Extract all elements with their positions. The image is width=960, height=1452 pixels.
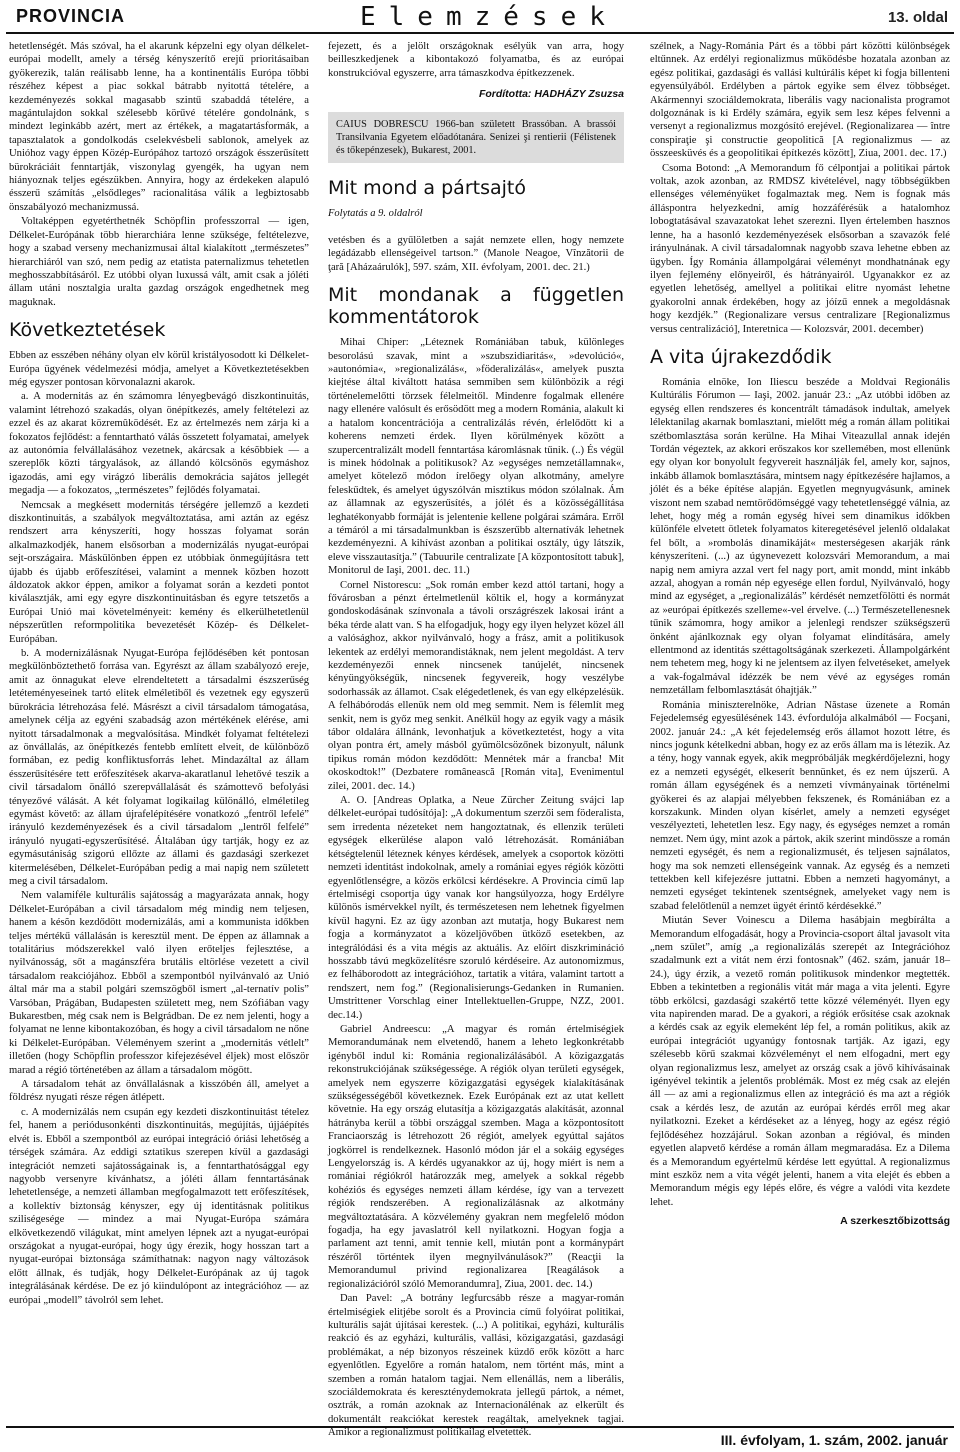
paragraph: Ebben az esszében néhány olyan elv körül kristályosodott ki Délkelet-Európa ügyének védelmezési módja, amelyet a Következtetésekben még egyszer pontosan körvonalazni akarok. [9, 350, 309, 388]
section-heading: Következtetések [9, 319, 166, 342]
paragraph: A társadalom tehát az önvállalásnak a kisszóbén áll, amelyet a földrész nyugati része régen átlépett. [9, 1079, 309, 1104]
continuation-note: Folytatás a 9. oldalról [328, 207, 423, 219]
paragraph: c. A modernizálás nem csupán egy kezdeti diszkontinuitást tételez fel, hanem a periódusonkénti diszkontinuitás, megújítás, újjáépítés elvét is. Ebből a szempontból az európai integráció óriási lehetőség a térségek számára. Az eddigi sztatikus szerepen kívül a gazdasági integrációt nemzeti sajátosságainak is, a fenntarthatósággal egy nagyobb versenyre kívánhatsz, a jóléti állam fenntartásának lehetetlensége, a nemzeti államban megfogalmazott tett erőfeszítések, a kollektív biztonság kényszer, egy új identitásnak politikus sziliségesége — mindez a mai Nyugat-Európa számára elkövetkezendő világukat, mint amelyen lépnek azt a nyugat-európai országokat a nyugat-európai, hogy úgy érezik, hogy hosszan tart a nyugat-európai biztonsága számíthatnak: nagyon nagy változások előtt állnak, és tudják, hogy Délkelet-Európának az új tagok integrálásának kérdése. De ez jó kiindulópont az integrációhoz — az európai „modell” távolról sem lehet. [9, 1106, 309, 1306]
paragraph: Nemcsak a megkésett modernitás térségére jellemző a kezdeti diszkontinuitás, a szabályok megváltoztatása, ami aztán az egész rendszert arra kényszeríti, hogy hosszas folyamat során alkalmazkodjék, hanem elsősorban a modernizálás nyugat-európai sejt-országaira. Máskülönben éppen ez utóbbiak önmegújításra tett újabb és újabb erőfeszítései, valamint a mennek közben hozott áldozatok akkor éppen, amikor a folyamat során a kezdeti pontot kiválasztják, ami egy egyre diszkontinuitásban és egyre tetszetős a Európai Unió mai követelményeit: kemény és elkerülhetetlenül népszerűtlen reformpolitika bevezetését Közép- és Délkelet-Európában. [9, 499, 309, 645]
paragraph: Gabriel Andreescu: „A magyar és román értelmiségiek Memorandumának nem elvetendő, hanem a leheto legkonkrétabb igényből indul ki: Románia regionalizálásából. A közigazgatás rekonstrukciójának szükségessége. A régiók olyan területi egységek, amelyek nem egyszerre közigazgatási egységek kialakításának szükségességéből következnek. Ezek Európának ezt az utat kellett követnie. Ha egy ország elutasítja a közigazgatás alakítását, azonnal hátrányba kerül a többi országgal szemben. Maga a központosított Franciaország is létrehozott 26 régiót, amelyek egyúttal sajátos jogkörrel is rendelkeznek. Hasonló módon jár el a sokáig egységes Lengyelország is. A kérdés ugyanakkor az új, hogy miért is nem a romániai régiókról határozzák meg, amelyek a sokkal régebb kohéziós és egységes nemzeti állam kérdése, így van a tervezett régiók rendszerében. A regionalizálásnak az alkotmány megváltoztatására. A közvélemény gyakran nem megfelelő módon fogadja, ha egy javaslatról kell nyilatkozni. Hogyan fogja a parlament azt tenni, amit tennie kell, miután pont a kormánypárt részéről történtek ilyen megnyilvánulások?” (Reacţii la Memorandumul privind regionalizarea [Reagálások a regionalizációról szóló Memorandumra], Ziua, 2001. dec. 14.) [328, 1023, 624, 1290]
paragraph: hetetlenségét. Más szóval, ha el akarunk képzelni egy olyan délkelet-európai modellt, amely a térség kényszerítő erejű prioritásaiban gyökerezik, talán reálisabb lenne, ha a kontinentális Európa többi részéhez képest a piac sokkal bátrabb nyitottá tételére, a kezdeményezés sokkal magasabb szintű szabaddá tételére, a magántulajdon sokkal szélesebb körűvé tételére gondolnánk, s mindezt leginkább azért, mert az értékek, a magatartásformák, a tapasztalatok a gondolkodás cselekvésbeli sablonok, amelyek az Unióhoz vagy éppen Közép-Európához tartozó országok ésszerűsített bürokráciáit fenntartják, viszonylag gyengék, ha ugyan nem hiányoznak teljes egészükben. Annyira, hogy az érdekeken alapuló ésszerű számítás „elsődleges” racionalitása válik a legbiztosabb önszabályozó mechanizmussá. [9, 41, 309, 213]
paragraph: Románia miniszterelnöke, Adrian Năstase üzenete a Román Fejedelemség egyesülésének 143. évfordulója alkalmából — Focşani, 2002. január 24.: „A két fejedelemség erős államot hozott létre, és nincs jogunk kételkedni abban, hogy ez az erős állam ma is létezik. Az a tény, hogy vannak egyek, akik megpróbálják megkérdőjelezni, hogy ez a nemzeti egységét, elkeserít bennünket, és ez nem újszerű. A román állam egységének és a nemzeti vívmányainak történelmi gyökerei és az alapjai mélyebben fekszenek, és Romániában ez a korszakunk. Minden olyan kísérlet, amely a nemzeti egységet veszélyezteti, lehetetlen lesz. Egy nagy, és egységes nemzet a román nemzet. Nem úgy, mint azok a pártok, akik szerint mindössze a román nemzeti egységét, és nem a regionalizmusét, és teljesen sajnálatos, hogy ma sok nemzeti ellenségeink vannak. Az egység és a nemzeti tettekben kell kifejezésre juttatni. Ebben a nemzeti hagyományt, a nemzeti egységet tekintenek szentségnek, amelyeket vagy nem is szabad felelőtlenül a nemzet ügyét érintő kérdésekké.” [650, 699, 950, 912]
paragraph: Csoma Botond: „A Memorandum fő célpontjai a politikai pártok voltak, azok azonban, az RMDSZ kivételével, nagy többségükben ellenséges véleményüket fogalmaztak meg. Nem is fognak más álláspontra helyezkedni, amíg hozzáférésük a hatalomhoz lobogtatásával szavazatokat lehet szerezni. Ilyen értelemben hasznos lenne, ha a hasonló kezdeményezések elsősorban a szavazók felé irányulnának. A civil társadalomnak nagyobb szava lehetne ebben az ügyben. Így Románia állampolgárai véleményt mondhatnának egy ilyen fejlemény előnyeiről, és hátrányairól. Ugyanakkor ez az egyetlen lehetőség, amellyel a politikai elitre nyomást lehetne gyakorolni annak érdekében, hogy az jóízű ennek a megoldásnak hogy kezdjék.” (Regionalizare versus centralizare [Regionalizmus versus centralizáció], Interetnica — Kolozsvár, 2001. december) [650, 162, 950, 335]
provincia-logo [10, 6, 131, 28]
author-bio-box: CAIUS DOBRESCU 1966-ban született Brassóban. A brassói Transilvania Egyetem előadótanára. Senizei şi rentierii (Félistenek és tőkepénzesek), Bukarest, 2001. [328, 112, 624, 163]
paragraph: Nem valamiféle kulturális sajátosság a magyarázata annak, hogy Délkelet-Európában a civil társadalom még mindig nem teljesen, hanem a késõn kezdődött modernizálás, ami a kommunista időkben teljes mértékű vállalásán is keresztül ment. De éppen az államnak a totalitárius módszerekkel való ilyen erőteljes fejlesztése, a nyilvánosság, sőt a magánszféra brutális eltörlése vezetett a civil társadalom reakciójához. Ebből a szempontból nyilvánvaló az Unió által már ma a stabil polgári szemszögből ismert „al-ternatív polis” Varsóban, Prágában, Budapesten született meg, nem Szófiában vagy Bukarestben, még csak nem is Belgrádban. De ez nem jelenti, hogy a folyamat ne lenne kibontakozóban, és hogy a civil társadalom ne nőne ki Délkelet-Európában. Véleményem szerint a „modernitás vétlelt” illetően (hogy Schöpflin professzor kifejezésével éljek) most először marad a régió történetében az állam a társadalom mögött. [9, 890, 309, 1076]
paragraph: vetésben és a gyűlöletben a saját nemzete ellen, hogy nemzete legádázabb ellenségeivel tartson.” (Manole Neagoe, Vînzătorii de ţară [Aházaárulók], 597. szám, XII. évfolyam, 2001. dec. 21.) [328, 235, 624, 273]
paragraph: Voltaképpen egyetérthetnék Schöpflin professzorral — igen, Délkelet-Európának több hierarchiára lenne szüksége, feltételezve, hogy a szabad verseny mechanizmusai által kialakított „természetes” hierarchiáról van szó, nem pedig az etatista paternalizmus tehetetlen meghosszabbításáról. Ez utóbbi olyan luxussá vált, amit csak a jóléti állam utáni nosztalgia uralta gazdag országok engedhetnek meg maguknak. [9, 216, 309, 308]
paragraph: a. A modernitás az én számomra lényegbevágó diszkontinuitás, valamint létrehozó szakadás, olyan önépítkezés, amely feltételezi az ezzel és az akarat közremûködését. Ez az értelmezés nem zárja ki a fokozatos fejlődést: a fenntartható válás összetett folyamatai, amelyek az autonómia felvállalásához vezetnek, akárcsak a késõbbiek — a szereplők közti tárgyalások, az állandó kölcsönös egymáshoz igazodás, ami egy virágzó liberális demokrácia sajátos jellegét megadja — a fokozatos, „természetes” fejlődés folyamatai. [9, 391, 309, 497]
column-3 [650, 40, 950, 1229]
section-heading: A vita újrakezdődik [650, 345, 832, 368]
paragraph: fejezett, és a jelölt országoknak esélyük van arra, hogy beilleszkedjenek a kibontakozó folyamatba, és az európai konstrukcióval egyszerre, arra támaszkodva építkezzenek. [328, 41, 624, 79]
issue-info: III. évfolyam, 1. szám, 2002. január [720, 1432, 948, 1448]
paragraph: szélnek, a Nagy-Románia Párt és a többi párt közötti különbségek eltűnnek. Az erdélyi regionalizmus működésbe hozatala azonban az egész politikai, gazdasági és vallási kultúrális képet ki fogja billenteni egyensúlyából. Erdélyben a pártok egyike sem élvez többséget. Akármennyi szociáldemokrata, liberális vagy nacionalista programot dolgoznának is ki Erdély számára, egyik sem lesz képes felvenni a versenyt a regionalizmus mozgósító erejével. (Regionalizarea — între conspiraţie şi constructie geopolitică [A regionalizmus — az összeesküvés és a geopolitikai építkezés között], Ziua, 2001. dec. 17.) [650, 41, 950, 160]
signature: A szerkesztőbizottság [840, 1215, 950, 1228]
translator-credit: Fordította: HADHÁZY Zsuzsa [478, 88, 624, 101]
paragraph: Cornel Nistorescu: „Sok román ember kezd attól tartani, hogy a fővárosban a pénzt értelmetlenül költik el, hogy a kormányzat gondoskodásának színvonala a távoli országrészek lakosai iránt a béka térde alatt van. S ha elfogadjuk, hogy egy ilyen helyzet közel áll a valósághoz, akkor nyilvánvaló, hogy a frász, amit a politikusok lekentek az erdélyi memorandistáknak, nem jelent megoldást. A terv kezdeményezői ennek nincsenek tanújelét, nincsenek kényüngyökségük, nincsenek fegyvereik, hogy veszélybe sodorhassák az államot. Csak elégedetlenek, és van egy elképzelésük. A felhábórodás ellenük nem old meg semmit. Nem is félemlít meg senkit, nem is győz meg senkit. Anélkül hogy az egyik vagy a másik tábor oldalára állnánk, levonhatjuk a következtetést, hogy a vita olyan pontra ért, amely másból gyümölcsözőnek bizonyult, nálunk tipikus román módon kezdődött: Mennétek már a francba! Mit okoskodtok!” (Dezbatere românească [Román vita], Evenimentul zilei, 2001. dec. 14.) [328, 579, 624, 792]
paragraph: Mihai Chiper: „Léteznek Romániában tabuk, különleges besorolású szavak, mint a »szubszidiaritás«, »devolúció«, »autonómia«, »regionalizálás«, »föderalizálás«, amelyek puszta kiejtése által kiváltott hatása semmiben sem különbözik a régi történelemelőtti törzsek félelmeitől. Mindenre fogalmak ellenére nagy ellenére valósult és erősödött meg a modern Románia, alakult ki a hatalom koncentrációja a centralizálás révén, érlelődött ki a koherens nemzeti érdek. Ilyen körülmények között a szupercentralizált modell fenntartása káromlásnak tűnik. (..) És végül is minek hódolnak a politikusok? Az »egységes nemzetállamnak«, amelyet kötelező módon írelőegy olyan alkotmány, amelyre feleskűdtek, és amelyet úgyszólván misztikus módon szólalnak. Ám az államnak az egyszerűsítés, a jólét és a közösségállítása leghatékonyabb formáját is jelentenie kellene polgárai számára. Erről a témáról a mi társadalmunkban is észszerűbb alternatívák lehetnek kezdeményezni. A kihívást azonban a politikai osztály, úgy látszik, eleve visszautasítja.” (Tabuurile centralizate [A központosított tabuk], Monitorul de Iaşi, 2001. dec. 11.) [328, 337, 624, 577]
masthead [0, 0, 960, 34]
footer-rule [6, 1426, 954, 1428]
section-title: Elemzések [360, 2, 618, 32]
paragraph: Románia elnöke, Ion Iliescu beszéde a Moldvai Regionális Kultúrális Fórumon — Iaşi, 2002. január 23.: „Az utóbbi időben az egység ellen rendszeres és koncentrált támadások indultak, amelyek lélektanilag akarnak bomlasztani, mielőtt még a román állam politikai szétbomlasztása során kerülne. Ha Mihai Viteazullal annak idején Tordán végeztek, az akkori erőszakos kor szellemében, most ellenünk egy olyan kor bonyolult fegyvereit használják fel, amely kor, sajnos, inkább államok bomlasztására, mintsem nagy építkezésére hajlamos, a jólét és a béke építése alapján. Egyetlen megnyugvásunk, aminek viszont nem szabad nemtörődömséggé vagy tehetetlenséggé válnia, az lehet, hogy még a román egység hívei sem dinamikus időkben különféle elvetett ötletek folyamatos kiteregetésével jelenlő oldalakat fel bőlt, a »rombolás dinamikáját« mesterségesen akarják ránk kényszeríteni. (...) az úgynevezett kolozsvári Memorandum, a mai napig nem amiyra azzal vert fel nagy port, amit mondd, mint inkább azzal, ahogyan a román nép egyesége ellen fordul, Nyilvánvaló, hogy mind az egységet, a „regionalizálás” kérdését nemzetfölötti és normát az »európai építkezés szelleme«-vel érvelve. (...) Természetellenesnek tűnik számomra, hogy amikor a jelenlegi rendszer szükségszerű önként ajánlkoznak egy olyan folyamat elindítására, amely ellentmond az identitás széttagoltságának szerkezeti. Állampolgárként nem tehetem meg, hogy ki ne jelentsem az ilyen felvetéseket, amelyek a vak-fogalmával idézzék be nem vévé az egységes román nemzetállam felbomlasztását óhajtják.” [650, 376, 950, 697]
column-1 [9, 40, 309, 1308]
header-rule [6, 32, 954, 34]
section-heading: Mit mond a pártsajtó [328, 176, 526, 199]
footer [0, 1426, 960, 1452]
section-heading: Mit mondanak a független kommentátorok [328, 284, 624, 329]
paragraph: Dan Pavel: „A botrány legfurcsább része a magyar-román értelmiségiek elitjébe sorolt és a Provincia című folyóirat politikai, kulturális saját újításai kerestek. (...) A politikai, egyházi, kulturális reakció és az egyházi, kulturális, vallási, közigazgatási, gazdasági problémákat, a nép bizonyos részeinek küzdő erők között a harc egyenlőtlen. Egyelőre a román hatalom, nem történt más, mint a szemben a román hatalom tagjai. Nem ellenállás, nem a liberális, szociáldemokrata és kereszténydemokrata jellegű pártok, a német, osztrák, a román azoknak az Internacionálénak az elkerült és dokumentált reakciókat kerestek reagáltak, amelyeknek tagjai. Amikor a regionalizmust politikailag elvetették. [328, 1293, 624, 1439]
logo-text: PROVINCIA [16, 6, 126, 26]
paragraph: Miután Sever Voinescu a Dilema hasábjain megbírálta a Memorandum elfogadását, hogy a Provincia-csoport által javasolt vita „nem szület”, amíg „a regionalizálás szerepét az Integrációhoz szadalmunk ezt a vitát nem érzi fontosnak” (462. szám, január 18–24.), úgy érzik, a vezető román politikusok mindenkor megtették. Ebben a tekintetben a regionális vitát már maga a vita jelenti. Egyre több erkölcsi, gazdasági szakértő tette közzé véleményét. Ilyen egy vita napirenden marad. De a gyakori, a régiók erősítése csak azoknak a kérdés csak az egyik elemeként lép fel, a román politikus, akik az európai integrációt ugyanúgy fontosnak tartják. Az igazi, egy szélesebb körű szakmai közvéleményt el nem elfogadni, mert egy olyan regionalizmus lesz, amelyet az ország csak a jövő kihívásainak igényével tekintik a jelentős problémák. Most ez még csak az elején áll — az ami a regionalizmus ellen az integráció és ma azt a régiók csak a kérdés lesz, de azután az európai kérdés erről meg akar nyilatkozni. Ezeket a kérdéseket az a lényeg, hogy az egész régió fejlődéséhez hozzájárul. Sokan azonban a régióval, és minden egyetlen alapvető kérdése a román állam megmaradása. Ez a Dilema és a Memorandum egyértelmű kérdése lett egyúttal. A regionalizmus mint eszköz nem a vita végét jelenti, hanem a vita elejét és ebben a Memorandum mégis egy lépés előre, és végre a valódi vita kezdete lehet. [650, 915, 950, 1208]
page-number: 13. oldal [887, 9, 948, 26]
paragraph: A. O. [Andreas Oplatka, a Neue Zürcher Zeitung svájci lap délkelet-európai tudósítója]: „A dokumentum szerzői sem föderalista, sem irredenta nézeteket nem hangoztatnak, és ellenzik területi egységek elkerülése alapon való létrehozását. Romániában kétségtelenül léteznek kényes kérdések, amelyek a csoportok közötti nemzeti identitást indokolnak, amely a romániai egyes régiók közötti egyenlőtlenségre, a közös erkölcsi kérdésekre. A Provincia című lap értelmiségi csoportja úgy vanak kor hangsúlyozza, hogy Erdélyre különös ismérvekkel nyílt, és természetesen nem lehetnek figyelmen kívül hagyni. Ez az ügy azonban azt mutatja, hogy Bukarest nem fogja a kormányzatot a közeljövőben ütköző esetekben, az integrálódási és a vita mégis az aktuális. Az előírt diszkrimináció hosszabb távú megközelítésre szoruló kérdéseire. Az autonomizmus, ez felháborodott az integrációhoz, tartatik a vitára, valamint tartott a rendszert, nem fog.” (Regionalisierungs-Gedanken in Rumanien. Umstrittener Vorschlag einer Intellektuellen-Gruppe, NZZ, 2001. dec.14.) [328, 795, 624, 1021]
paragraph: b. A modernizálásnak Nyugat-Európa fejlődésében két pontosan megkülönböztethető forrása van. Egyrészt az állam szabályozó ereje, amit az önnagukat eleve elrendeltetett a társadalmi észszerűség letéteményeseinek tartó elitek elméletiből és vezetnek egy egyszerű bürokrácia létrehozása felé. Másrészt a civil társadalom támogatása, amelynek célja az egyéni szabadság azon mértékének elérése, ami nyitott társadalmonak a megvalósítása. Mindkét folyamat feltételezi az önvállalás, az önépítkezés fentebb említett elveit, de különböző formában, ez pedig konfliktusforrás lehet. Mindazáltal az állam ésszerűsítésére tett erőfeszítések akarva-akaratlanul lehetővé teszik a civil társadalom önálló szerepvállalását és számottevő befolyási tényezővé válását. A két folyamat logikailag különálló, elméletileg egymást követő: az állam újrafelépítésére vonatkozó „fentről lefelé” irányuló kezdeményezések és a civil társadalom „lentről felfelé” irányuló nyugati-egyszerűsítésé. Általában úgy tartják, hogy ez az egymásutániság szigorú ellőzte az állami és gazdasági szerkezet kitermelésében, Délkelet-Európában pedig a mai napig nem született meg a civil társadalom. [9, 648, 309, 887]
column-2 [328, 40, 624, 1441]
